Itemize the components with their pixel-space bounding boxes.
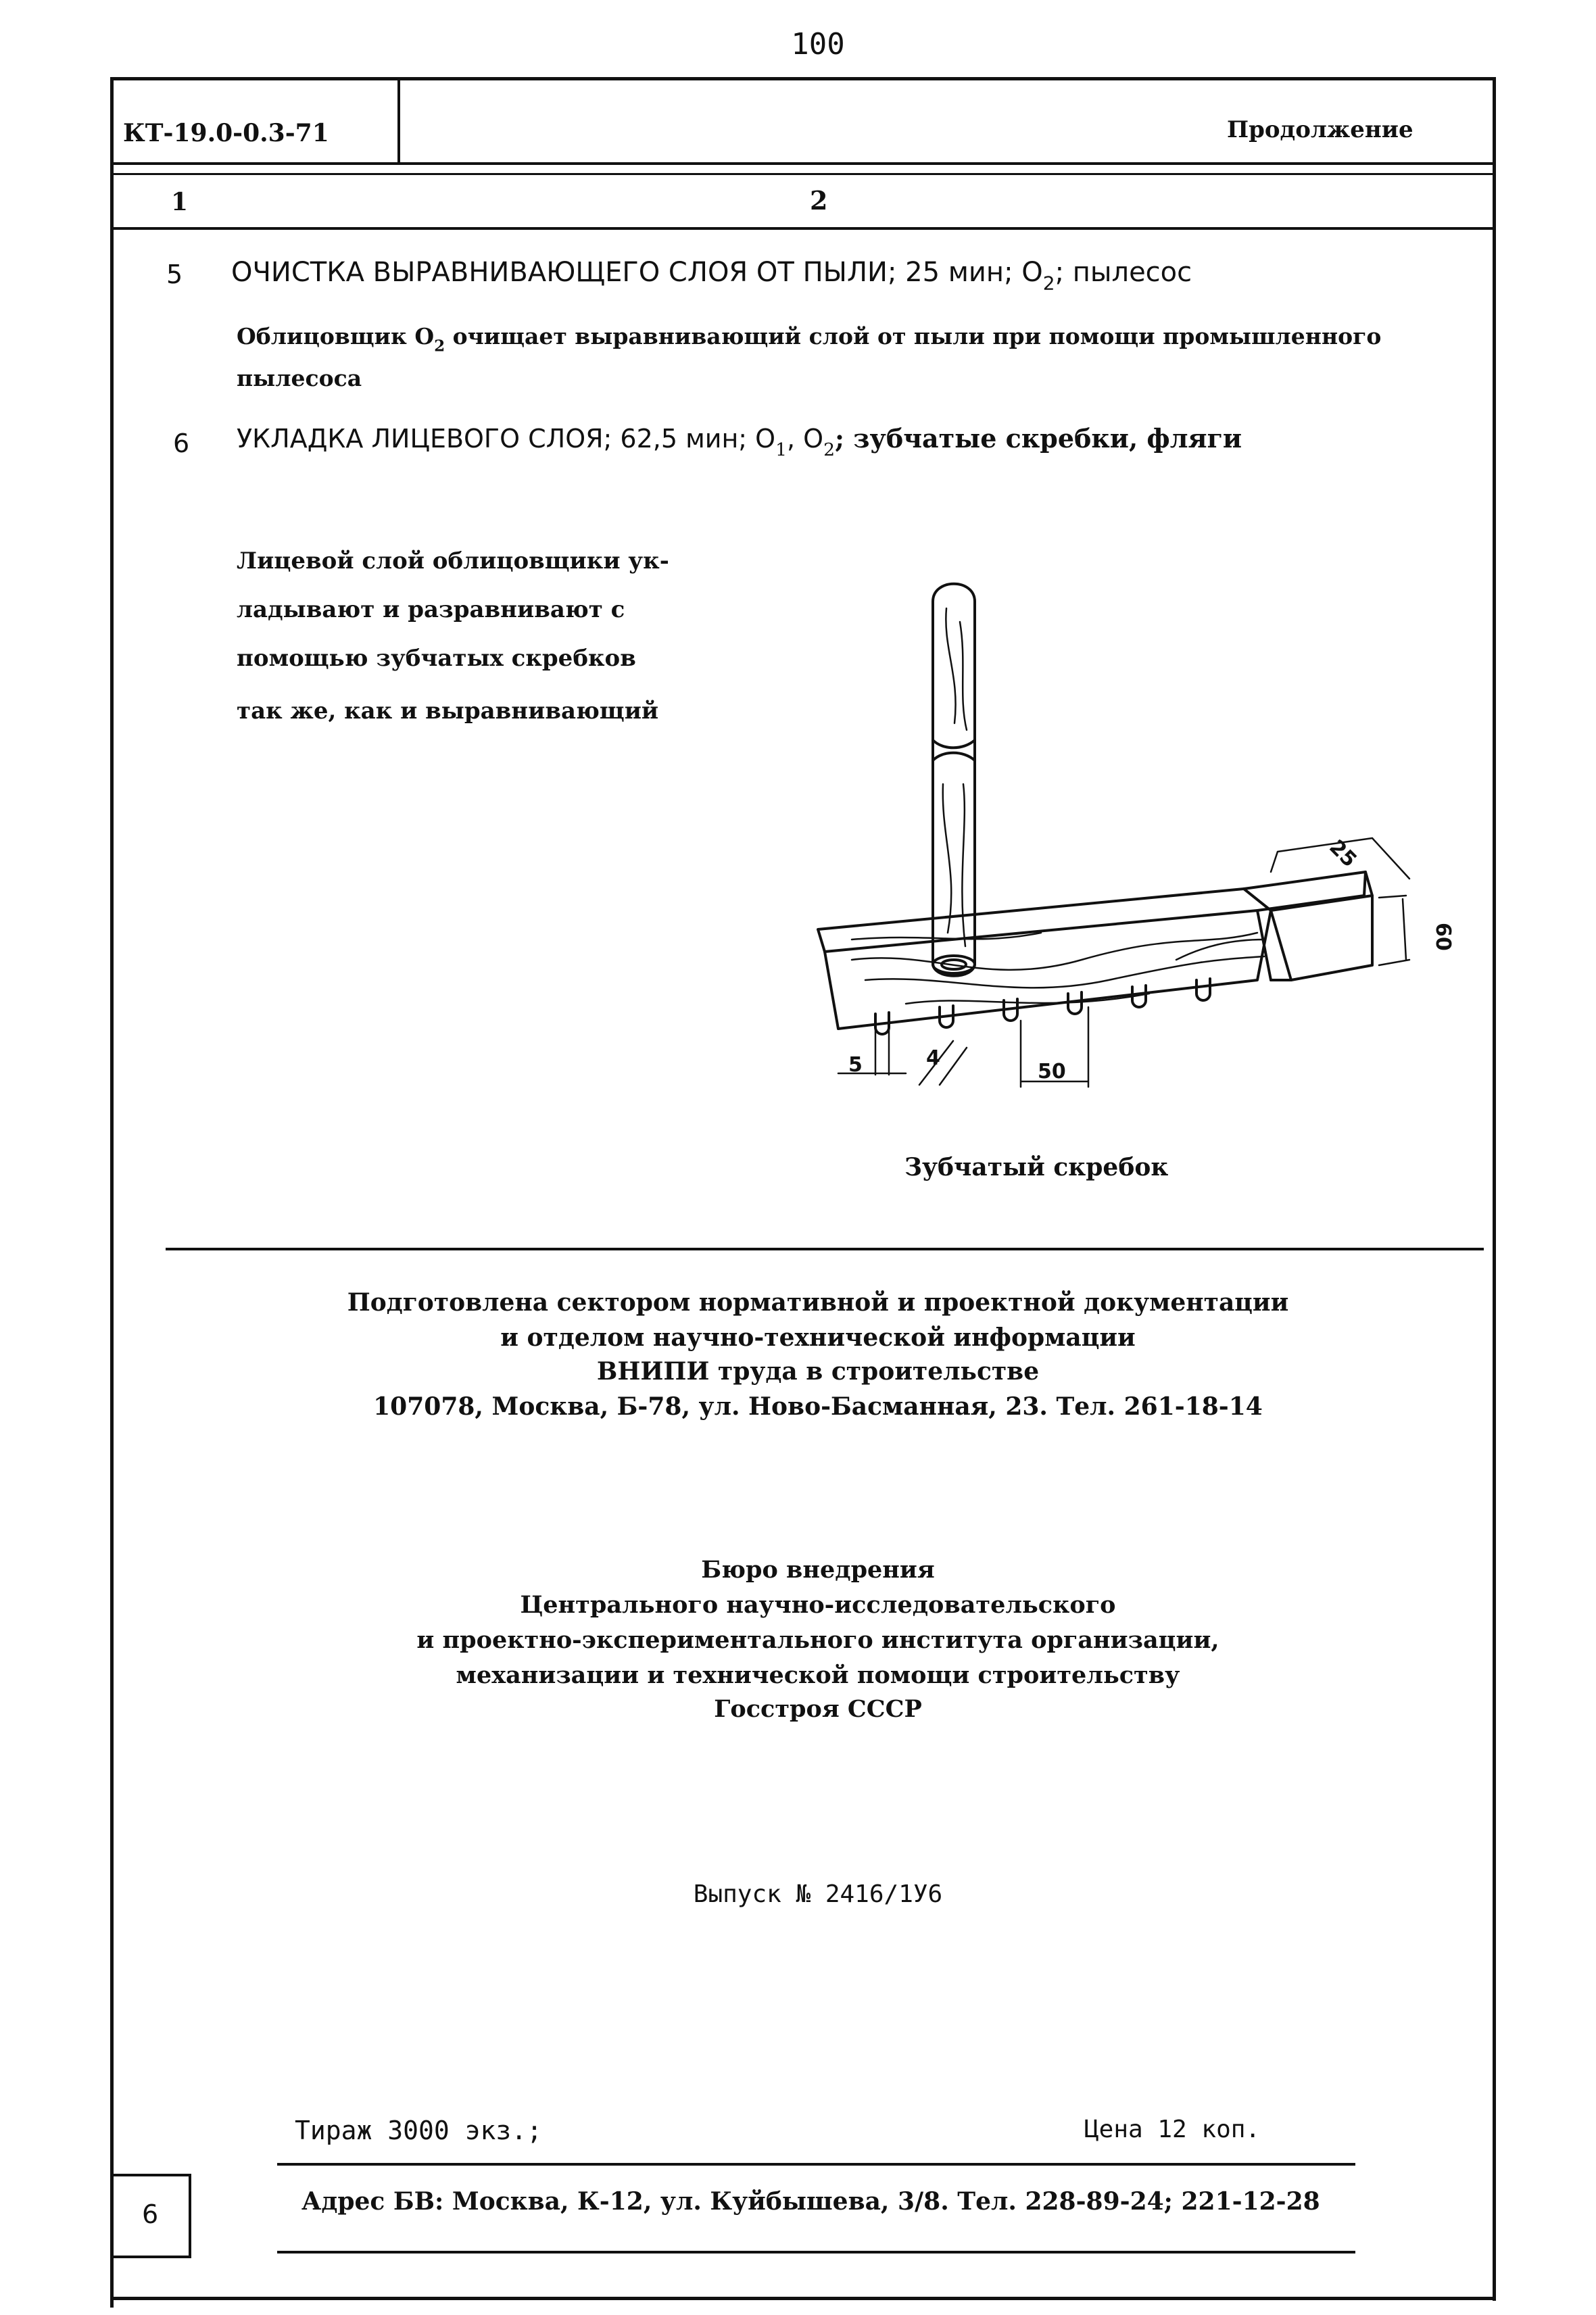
step-5-desc-a: Облицовщик О — [237, 323, 435, 349]
column-1-number: 1 — [171, 188, 189, 216]
code-box-right — [397, 77, 400, 165]
price: Цена 12 коп. — [1084, 2116, 1261, 2143]
column-2-number: 2 — [810, 185, 828, 216]
dim-tooth-label: 4 — [926, 1046, 940, 1070]
document-code: КТ-19.0-0.3-71 — [123, 119, 329, 147]
step-6-desc-line-1: Лицевой слой облицовщики ук- — [237, 547, 669, 575]
figure-caption: Зубчатый скребок — [904, 1153, 1169, 1181]
step-5-title-sub: 2 — [1042, 272, 1055, 295]
step-5-desc-b: очищает выравнивающий слой от пыли при помощи промышленного — [445, 323, 1382, 349]
issue-number: Выпуск № 2416/1У6 — [693, 1880, 943, 1908]
step-5-title-text: ОЧИСТКА ВЫРАВНИВАЮЩЕГО СЛОЯ ОТ ПЫЛИ; 25 мин; О — [231, 257, 1043, 288]
bureau-line-3: и проектно-экспериментального института организации, — [416, 1626, 1219, 1654]
scraper-end-block — [1244, 872, 1372, 910]
step-5-description — [237, 323, 1381, 355]
step-6-desc-line-2: ладывают и разравнивают с — [237, 596, 625, 623]
step-6-title-b: , О — [787, 424, 824, 454]
code-box-bottom — [110, 162, 400, 165]
dim-pitch-label: 50 — [1038, 1060, 1066, 1083]
prepared-line-3: ВНИПИ труда в строительстве — [596, 1357, 1040, 1386]
step-6-title-sub2: 2 — [823, 439, 836, 460]
header-rule-1 — [400, 162, 1493, 165]
bureau-line-5: Госстроя СССР — [714, 1695, 922, 1723]
scraper-blade — [818, 872, 1365, 952]
continuation-label: Продолжение — [1227, 116, 1413, 143]
prepared-line-4: 107078, Москва, Б-78, ул. Ново-Басманная, 23. Тел. 261-18-14 — [373, 1392, 1263, 1421]
step-5-title — [231, 257, 1192, 295]
bureau-line-1: Бюро внедрения — [701, 1556, 935, 1584]
step-6-title-sub1: 1 — [775, 439, 788, 460]
step-6-desc-line-4: так же, как и выравнивающий — [237, 698, 659, 725]
page-number: 100 — [791, 27, 845, 62]
step-5-desc-sub: 2 — [434, 337, 445, 356]
dim-gap-label: 5 — [848, 1053, 863, 1077]
frame-top — [110, 77, 1496, 80]
bureau-line-4: механизации и технической помощи строительству — [456, 1661, 1180, 1689]
frame-left — [110, 77, 114, 2308]
frame-right — [1493, 77, 1496, 2301]
circulation: Тираж 3000 экз.; — [295, 2116, 543, 2145]
step-6-desc-line-3: помощью зубчатых скребков — [237, 645, 636, 672]
header-rule-2 — [110, 173, 1496, 175]
dim-height-label: 60 — [1431, 923, 1455, 951]
header-rule-3 — [110, 227, 1496, 230]
step-6-title-a: УКЛАДКА ЛИЦЕВОГО СЛОЯ; 62,5 мин; О — [237, 424, 776, 454]
bureau-line-2: Центрального научно-исследовательского — [520, 1591, 1116, 1619]
section-separator — [166, 1248, 1484, 1250]
footer-rule-top — [277, 2163, 1355, 2166]
step-5-number: 5 — [166, 260, 183, 289]
step-5-title-tail: ; пылесос — [1055, 257, 1192, 288]
footer-address: Адрес БВ: Москва, К-12, ул. Куйбышева, 3/8. Тел. 228-89-24; 221-12-28 — [301, 2187, 1320, 2216]
toothed-scraper-figure — [798, 581, 1455, 1122]
step-6-title — [237, 423, 1242, 460]
frame-bottom — [110, 2297, 1496, 2300]
dim-width-label: 25 — [1324, 835, 1361, 873]
step-6-number: 6 — [173, 429, 190, 458]
sheet-number: 6 — [142, 2199, 159, 2229]
prepared-line-2: и отделом научно-технической информации — [500, 1323, 1136, 1352]
footer-rule-bottom — [277, 2251, 1355, 2253]
step-5-description-line-2: пылесоса — [237, 365, 362, 391]
step-6-title-c: ; зубчатые скребки, фляги — [835, 423, 1242, 454]
prepared-line-1: Подготовлена сектором нормативной и проектной документации — [347, 1288, 1289, 1317]
